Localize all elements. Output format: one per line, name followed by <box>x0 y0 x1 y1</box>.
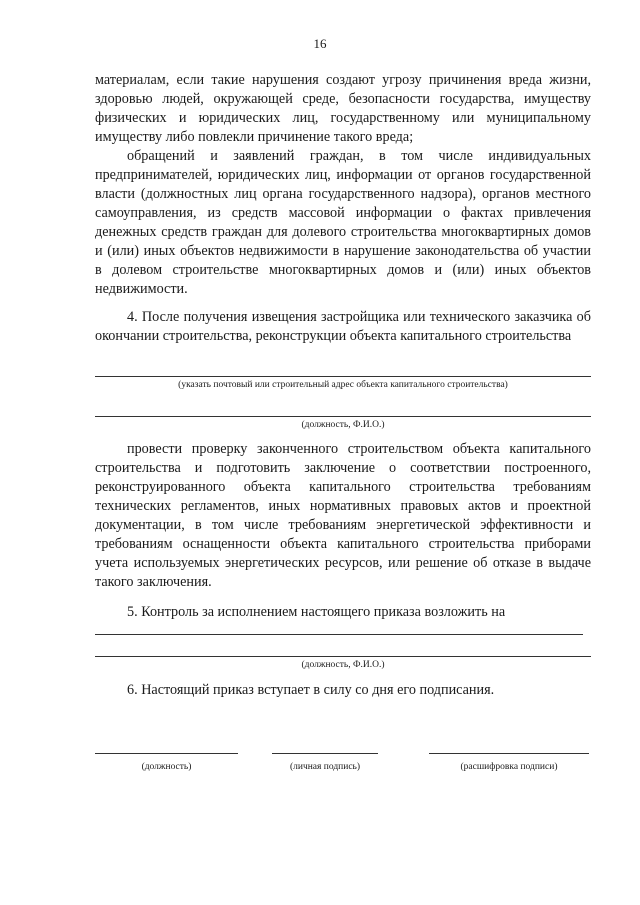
paragraph-item-5: 5. Контроль за исполнением настоящего приказа возложить на <box>127 604 506 620</box>
position-name-fill-line-1[interactable] <box>95 416 591 417</box>
paragraph-inspection: провести проверку законченного строительством объекта капитального строительства и подготовить заключение о соответствии построенного, реконструированного объекта капитального строительства требованиям технических регламентов, иных нормативных правовых актов и проектной документации, в том числе требованиям энергетической эффективности и требованиям оснащенности объекта капитального строительства приборами учета используемых энергетических ресурсов, или решение об отказе в выдаче такого заключения. <box>95 441 591 590</box>
decoding-signature-caption: (расшифровка подписи) <box>460 762 558 772</box>
paragraph-item-6: 6. Настоящий приказ вступает в силу со дня его подписания. <box>127 682 495 698</box>
position-name-caption-2: (должность, Ф.И.О.) <box>301 660 385 670</box>
paragraph-item-4: 4. После получения извещения застройщика или технического заказчика об окончании строительства, реконструкции объекта капитального строительства <box>95 309 591 344</box>
decoding-signature-line[interactable] <box>429 753 589 754</box>
paragraph-materials: материалам, если такие нарушения создают угрозу причинения вреда жизни, здоровью людей, окружающей среде, безопасности государства, имуществу физических и юридических лиц, государственному или муниципальному имуществу либо повлекли причинение такого вреда; <box>95 72 591 145</box>
position-name-caption-1: (должность, Ф.И.О.) <box>301 420 385 430</box>
page-number: 16 <box>313 36 327 51</box>
control-fill-line[interactable] <box>95 634 583 635</box>
personal-signature-caption: (личная подпись) <box>289 762 361 772</box>
address-caption: (указать почтовый или строительный адрес объекта капитального строительства) <box>178 380 508 390</box>
personal-signature-line[interactable] <box>272 753 378 754</box>
position-name-fill-line-2[interactable] <box>95 656 591 657</box>
paragraph-appeals: обращений и заявлений граждан, в том числе индивидуальных предпринимателей, юридических лиц, информации от органов государственной власти (должностных лиц органа государственного надзора), органов местного самоуправления, из средств массовой информации о фактах привлечения денежных средств граждан для долевого строительства многоквартирных домов и (или) иных объектов недвижимости в нарушение законодательства об участии в долевом строительстве многоквартирных домов и (или) иных объектов недвижимости. <box>95 148 591 297</box>
position-signature-line[interactable] <box>95 753 238 754</box>
position-signature-caption: (должность) <box>141 762 192 772</box>
address-fill-line[interactable] <box>95 376 591 377</box>
